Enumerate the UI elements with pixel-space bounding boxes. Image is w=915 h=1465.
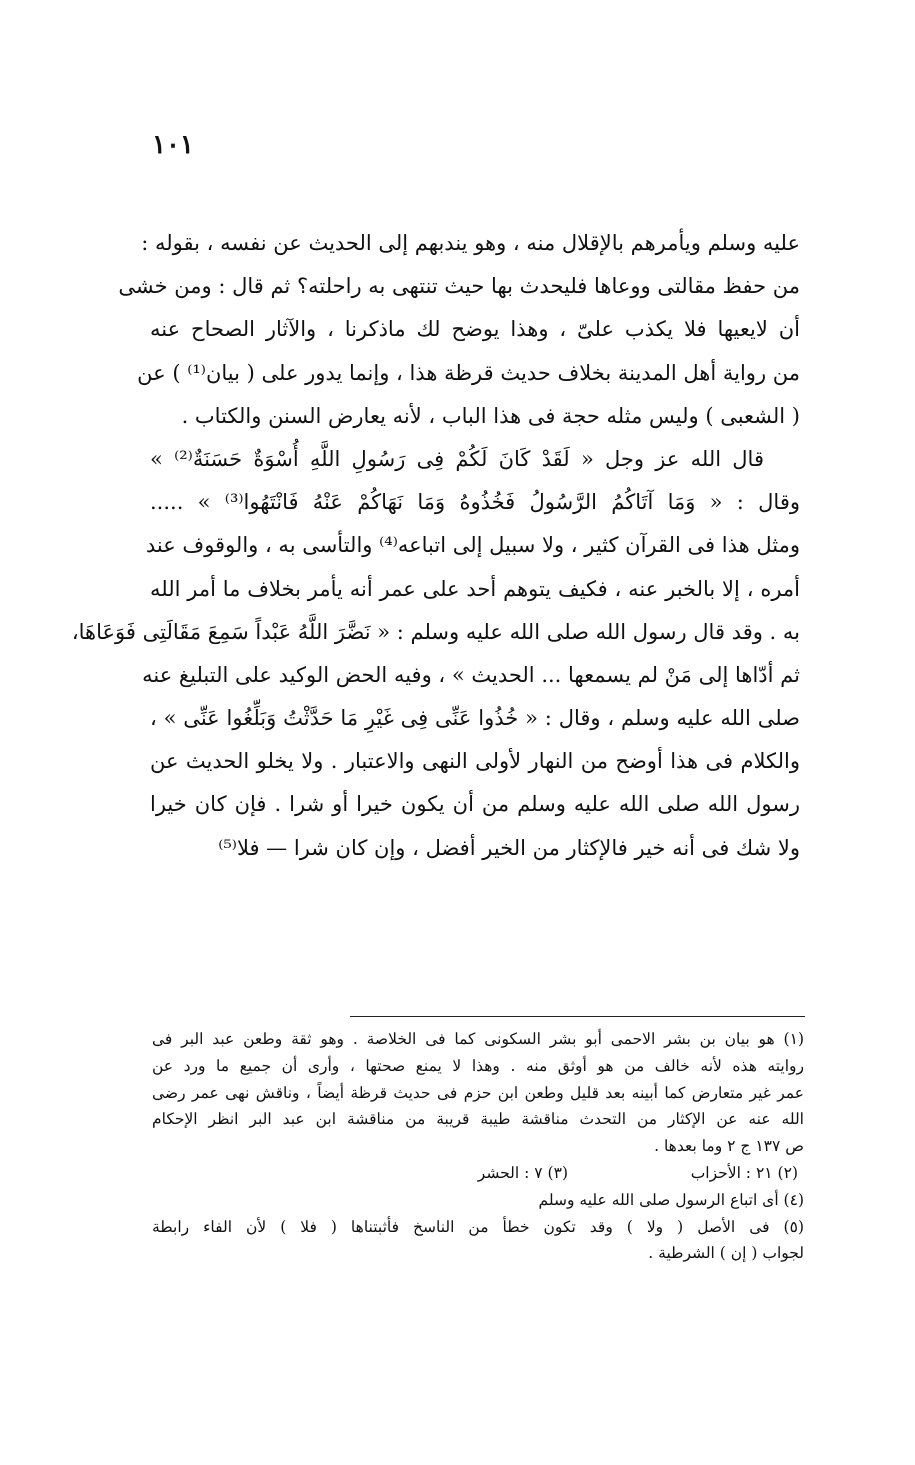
footnote-1-line: ص ١٣٧ ج ٢ وما بعدها . bbox=[654, 1137, 804, 1156]
footnote-1-line: (١) هو بيان بن بشر الاحمى أبو بشر السكونى كما فى الخلاصة . وهو ثقة وطعن عبد البر فى bbox=[152, 1030, 804, 1048]
text-line: رسول الله صلى الله عليه وسلم من أن يكون خيرا أو شرا . فإن كان خيرا bbox=[150, 792, 800, 817]
text-line: ثم أدّاها إلى مَنْ لم يسمعها ... الحديث » ، وفيه الحض الوكيد على التبليغ عنه bbox=[142, 662, 800, 687]
text-line: أمره ، إلا بالخبر عنه ، فكيف يتوهم أحد على عمر أنه يأمر بخلاف ما أمر الله bbox=[150, 576, 800, 601]
footnote-row-2-3 bbox=[152, 1160, 804, 1187]
text-line: من رواية أهل المدينة بخلاف حديث قرظة هذا ، وإنما يدور على ( بيان⁽¹⁾ ) عن bbox=[137, 360, 800, 385]
quran-quote-line: قال الله عز وجل « لَقَدْ كَانَ لَكُمْ فِى رَسُولِ اللَّهِ أُسْوَةٌ حَسَنَةٌ⁽²⁾ » bbox=[150, 446, 764, 471]
text-line: عليه وسلم ويأمرهم بالإقلال منه ، وهو يندبهم إلى الحديث عن نفسه ، بقوله : bbox=[141, 231, 800, 255]
footnote-1-line: عمر غير متعارض كما أبينه بعد قليل وطعن ابن حزم فى حديث قرظة أيضاً ، وناقش نهى عمر رضى bbox=[152, 1083, 804, 1102]
main-text bbox=[71, 222, 801, 870]
footnote-3: (٣) ٧ : الحشر bbox=[477, 1163, 568, 1182]
footnote-divider bbox=[350, 1016, 805, 1017]
footnote-4: (٤) أى اتباع الرسول صلى الله عليه وسلم bbox=[538, 1190, 804, 1209]
text-line: ومثل هذا فى القرآن كثير ، ولا سبيل إلى اتباعه⁽⁴⁾ والتأسى به ، والوقوف عند bbox=[145, 533, 800, 558]
footnote-5-line: لجواب ( إن ) الشرطية . bbox=[648, 1244, 804, 1263]
footnotes bbox=[152, 1026, 804, 1267]
page-number: ١٠١ bbox=[152, 130, 194, 160]
footnote-1-line: روايته هذه لأنه خالف من هو أوثق منه . وهذا لا يمنع صحتها ، وأرى أن جميع ما ورد عن bbox=[152, 1056, 804, 1075]
footnote-2: (٢) ٢١ : الأحزاب bbox=[690, 1163, 798, 1182]
text-line: أن لايعيها فلا يكذب علىّ ، وهذا يوضح لك ماذكرنا ، والآثار الصحاح عنه bbox=[150, 317, 800, 342]
text-line: ( الشعبى ) وليس مثله حجة فى هذا الباب ، لأنه يعارض السنن والكتاب . bbox=[181, 403, 800, 428]
hadith-quote-line: صلى الله عليه وسلم ، وقال : « خُذُوا عَنِّى فِى غَيْرِ مَا حَدَّثْتُ وَبَلِّغُوا عَنِّى » ، bbox=[150, 706, 800, 731]
text-line: والكلام فى هذا أوضح من النهار لأولى النهى والاعتبار . ولا يخلو الحديث عن bbox=[150, 749, 800, 774]
quran-quote-line: وقال : « وَمَا آتَاكُمُ الرَّسُولُ فَخُذُوهُ وَمَا نَهَاكُمْ عَنْهُ فَانْتَهُوا⁽³⁾ » ..... bbox=[150, 490, 801, 515]
text-line: من حفظ مقالتى ووعاها فليحدث بها حيث تنتهى به راحلته؟ ثم قال : ومن خشى bbox=[118, 274, 800, 299]
footnote-1-line: الله عنه عن الإكثار من التحدث مناقشة طيبة قريبة من مناقشة ابن عبد البر انظر الإحكام bbox=[152, 1110, 804, 1129]
footnote-5-line: (٥) فى الأصل ( ولا ) وقد تكون خطأ من الناسخ فأثبتناها ( فلا ) لأن الفاء رابطة bbox=[152, 1217, 804, 1236]
text-line: ولا شك فى أنه خير فالإكثار من الخير أفضل ، وإن كان شرا — فلا⁽⁵⁾ bbox=[218, 835, 800, 860]
hadith-quote-line: به . وقد قال رسول الله صلى الله عليه وسلم : « نَضَّرَ اللَّهُ عَبْداً سَمِعَ مَقَالَتِى فَوَعَاهَا، bbox=[71, 619, 800, 644]
